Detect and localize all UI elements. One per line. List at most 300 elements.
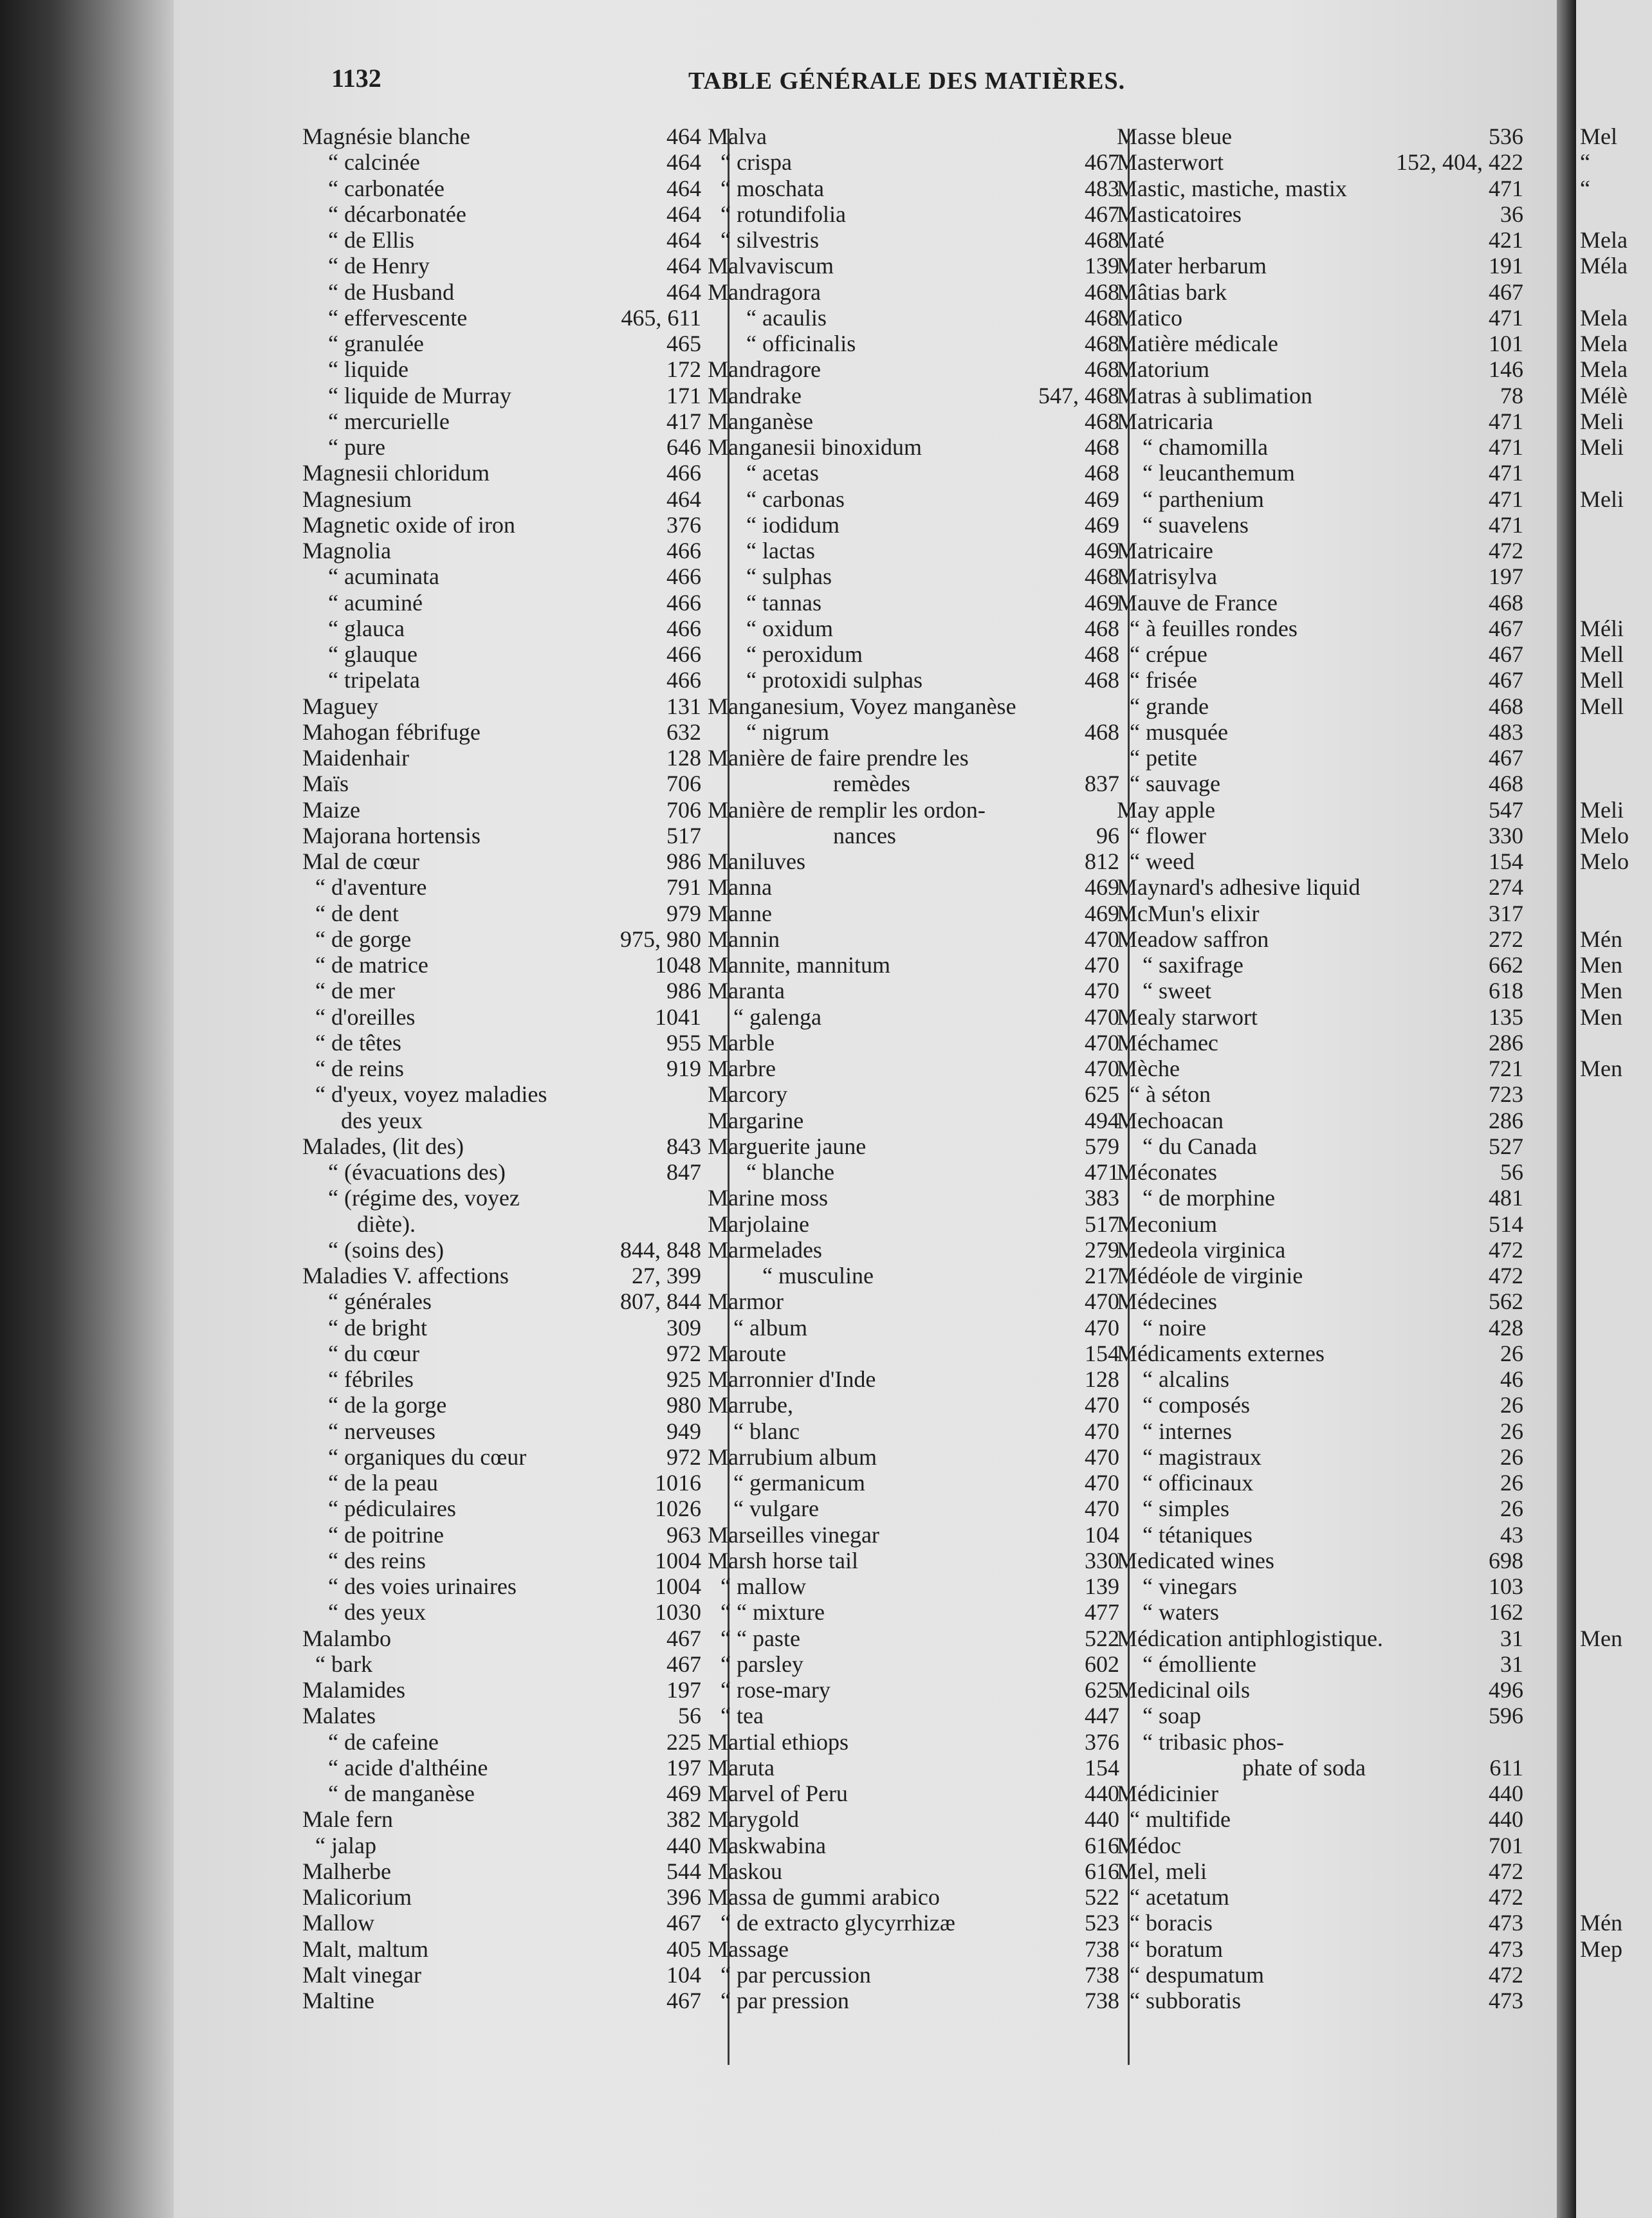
entry-term: “ waters	[1143, 1599, 1219, 1626]
entry-page-ref: 468	[1085, 408, 1119, 434]
entry-term: Mandragore	[708, 356, 821, 383]
entry-term: “ alcalins	[1143, 1366, 1229, 1392]
entry-page-ref: 139	[1085, 253, 1119, 279]
index-entry	[708, 1884, 1119, 1910]
entry-page-ref: 471	[1489, 511, 1523, 538]
index-entry	[708, 1263, 1119, 1288]
next-page-fragment: Mell	[1580, 693, 1624, 719]
entry-page-ref: 197	[666, 1677, 701, 1703]
entry-page-ref: 466	[666, 615, 701, 641]
index-entry	[1117, 176, 1523, 201]
entry-page-ref: 469	[666, 1781, 701, 1806]
index-entry	[1117, 1185, 1523, 1211]
entry-term: “ rotundifolia	[720, 201, 846, 227]
index-entry	[302, 1781, 701, 1806]
entry-page-ref: 738	[1085, 1988, 1119, 2013]
entry-term: “ carbonatée	[328, 175, 445, 201]
entry-page-ref: 471	[1489, 304, 1523, 331]
index-entry	[302, 1806, 701, 1832]
index-entry	[708, 1573, 1119, 1599]
entry-page-ref: 470	[1085, 952, 1119, 978]
entry-page-ref: 470	[1085, 1056, 1119, 1081]
entry-page-ref: 286	[1489, 1029, 1523, 1056]
index-entry	[302, 1755, 701, 1781]
index-entry	[1117, 874, 1523, 900]
entry-term: “ flower	[1130, 822, 1206, 848]
entry-page-ref: 616	[1085, 1832, 1119, 1858]
entry-page-ref: 330	[1085, 1547, 1119, 1573]
entry-term: “ mallow	[720, 1573, 806, 1599]
index-entry	[302, 590, 701, 616]
entry-term: “ sulphas	[746, 564, 832, 590]
entry-page-ref: 483	[1489, 719, 1523, 745]
entry-page-ref: 843	[666, 1133, 701, 1159]
index-entry	[708, 1729, 1119, 1755]
entry-term: Meconium	[1117, 1211, 1217, 1237]
next-page-fragment: Men	[1580, 1004, 1622, 1030]
entry-term: “ d'oreilles	[315, 1004, 416, 1030]
entry-term: “ simples	[1143, 1496, 1229, 1522]
entry-page-ref: 837	[1085, 771, 1119, 797]
entry-page-ref: 483	[1085, 175, 1119, 201]
index-entry	[302, 719, 701, 745]
index-entry	[708, 1858, 1119, 1884]
entry-page-ref: 286	[1489, 1107, 1523, 1133]
entry-term: “ pure	[328, 434, 385, 460]
entry-page-ref: 440	[1489, 1781, 1523, 1806]
index-entry	[708, 1988, 1119, 2013]
entry-term: Matrisylva	[1117, 564, 1217, 590]
index-entry	[708, 1444, 1119, 1470]
entry-term: “ suavelens	[1143, 511, 1249, 538]
index-entry	[302, 1962, 701, 1988]
index-entry	[302, 1936, 701, 1962]
entry-term: “ album	[733, 1314, 807, 1341]
entry-page-ref: 465	[666, 331, 701, 356]
entry-term: “ rose-mary	[720, 1677, 831, 1703]
index-entry	[708, 1962, 1119, 1988]
entry-term: “ vinegars	[1143, 1573, 1237, 1599]
next-page-fragment: Melo	[1580, 822, 1629, 848]
index-entry	[708, 1910, 1119, 1936]
entry-page-ref: 464	[666, 227, 701, 253]
entry-term: Marmor	[708, 1288, 784, 1315]
entry-page-ref: 43	[1500, 1521, 1523, 1548]
next-page-fragment: Mela	[1580, 356, 1628, 383]
entry-page-ref: 468	[1489, 771, 1523, 797]
next-page-fragment: Meli	[1580, 486, 1624, 512]
index-entry	[1117, 926, 1523, 952]
entry-page-ref: 468	[1085, 615, 1119, 641]
index-entry	[708, 667, 1119, 693]
entry-page-ref: 467	[1489, 641, 1523, 667]
index-entry	[708, 1703, 1119, 1728]
index-entry	[302, 1470, 701, 1496]
index-entry	[1117, 486, 1523, 512]
entry-term: “ d'aventure	[315, 874, 427, 901]
entry-term: “ générales	[328, 1288, 432, 1315]
index-entry	[708, 616, 1119, 641]
entry-term: Malva	[708, 124, 767, 149]
entry-term: “ glauca	[328, 615, 405, 641]
entry-page-ref: 135	[1489, 1004, 1523, 1030]
entry-term: “ noire	[1143, 1314, 1206, 1341]
entry-page-ref: 472	[1489, 1263, 1523, 1288]
entry-page-ref: 447	[1085, 1703, 1119, 1729]
entry-page-ref: 481	[1489, 1185, 1523, 1211]
entry-term: “ galenga	[733, 1004, 821, 1030]
index-entry	[708, 1237, 1119, 1263]
entry-page-ref: 1016	[655, 1470, 701, 1496]
next-page-fragment: “	[1580, 175, 1590, 201]
entry-page-ref: 172	[666, 356, 701, 383]
entry-page-ref: 468	[1085, 279, 1119, 305]
entry-term: Manganesium, Voyez manganèse	[708, 693, 1016, 719]
entry-term: Marvel of Peru	[708, 1781, 848, 1806]
entry-term: Matricaria	[1117, 408, 1213, 434]
entry-page-ref: 473	[1489, 1910, 1523, 1936]
entry-term: “ de bright	[328, 1314, 427, 1341]
entry-term: Martial ethiops	[708, 1728, 849, 1755]
entry-page-ref: 471	[1489, 486, 1523, 512]
entry-page-ref: 579	[1085, 1133, 1119, 1159]
entry-page-ref: 467	[1085, 201, 1119, 227]
entry-term: Matière médicale	[1117, 331, 1278, 356]
index-entry	[1117, 1936, 1523, 1962]
entry-term: Malates	[302, 1703, 376, 1729]
entry-term: “ d'yeux, voyez maladies	[315, 1081, 547, 1108]
entry-page-ref: 417	[666, 408, 701, 434]
entry-page-ref: 467	[1489, 667, 1523, 693]
index-entry	[302, 512, 701, 538]
index-entry	[1117, 1599, 1523, 1625]
entry-page-ref: 467	[1489, 615, 1523, 641]
index-entry	[1117, 797, 1523, 823]
entry-page-ref: 473	[1489, 1988, 1523, 2013]
entry-term: Mastic, mastiche, mastix	[1117, 175, 1347, 201]
index-entry	[302, 1081, 701, 1107]
entry-page-ref: 464	[666, 486, 701, 512]
index-entry	[302, 1030, 701, 1056]
entry-page-ref: 440	[1085, 1781, 1119, 1806]
entry-term: “ de extracto glycyrrhizæ	[720, 1910, 955, 1936]
entry-term: “ chamomilla	[1143, 434, 1268, 460]
entry-term: “ tripelata	[328, 667, 420, 693]
entry-term: Maskou	[708, 1858, 782, 1884]
entry-term: Maidenhair	[302, 745, 409, 771]
index-entry	[1117, 590, 1523, 616]
index-entry	[708, 331, 1119, 356]
index-entry	[1117, 538, 1523, 564]
entry-page-ref: 274	[1489, 874, 1523, 901]
entry-term: “ de reins	[315, 1056, 404, 1081]
index-entry	[708, 305, 1119, 331]
index-entry	[1117, 1496, 1523, 1521]
index-entry	[1117, 1703, 1523, 1728]
entry-page-ref: 56	[1500, 1159, 1523, 1185]
entry-term: Magnolia	[302, 538, 391, 564]
next-page-fragment: Méli	[1580, 615, 1624, 641]
entry-term: Maniluves	[708, 848, 805, 874]
index-entry	[1117, 1470, 1523, 1496]
entry-term: “ carbonas	[746, 486, 845, 512]
index-entry	[302, 1056, 701, 1081]
entry-page-ref: 465, 611	[621, 304, 701, 331]
index-entry	[1117, 1133, 1523, 1159]
entry-page-ref: 464	[666, 124, 701, 149]
entry-page-ref: 162	[1489, 1599, 1523, 1626]
entry-term: “ lactas	[746, 538, 815, 564]
entry-term: “ “ mixture	[720, 1599, 825, 1626]
entry-term: “ de gorge	[315, 926, 412, 952]
index-entry	[708, 383, 1119, 408]
entry-term: Masticatoires	[1117, 201, 1242, 227]
entry-term: Magnesii chloridum	[302, 460, 490, 486]
index-entry	[708, 1341, 1119, 1366]
entry-page-ref: 104	[1085, 1521, 1119, 1548]
entry-page-ref: 721	[1489, 1056, 1523, 1081]
index-entry	[708, 356, 1119, 382]
entry-page-ref: 468	[1489, 589, 1523, 616]
index-entry	[1117, 1392, 1523, 1418]
entry-term: “ officinaux	[1143, 1470, 1254, 1496]
index-entry	[302, 1651, 701, 1677]
index-entry	[708, 1548, 1119, 1573]
entry-term: “ musquée	[1130, 719, 1228, 745]
entry-term: Méconates	[1117, 1159, 1217, 1185]
entry-term: “ acuminé	[328, 589, 423, 616]
index-entry	[302, 434, 701, 460]
index-entry	[302, 771, 701, 796]
entry-page-ref: 473	[1489, 1936, 1523, 1962]
index-entry	[302, 1185, 701, 1211]
entry-term: Mealy starwort	[1117, 1004, 1258, 1030]
index-entry	[708, 1366, 1119, 1392]
index-entry	[708, 1496, 1119, 1521]
entry-term: “ de manganèse	[328, 1781, 475, 1806]
page-number: 1132	[331, 64, 381, 93]
entry-term: “ par pression	[720, 1988, 849, 2013]
index-entry	[302, 1548, 701, 1573]
index-entry	[708, 279, 1119, 305]
entry-term: diète).	[357, 1211, 416, 1237]
entry-page-ref: 625	[1085, 1677, 1119, 1703]
entry-term: “ grande	[1130, 693, 1209, 719]
index-entry	[1117, 1677, 1523, 1703]
entry-term: “ germanicum	[733, 1470, 865, 1496]
entry-term: Matricaire	[1117, 538, 1213, 564]
entry-page-ref: 31	[1500, 1625, 1523, 1651]
entry-page-ref: 536	[1489, 124, 1523, 149]
entry-term: Malt, maltum	[302, 1936, 428, 1962]
index-entry	[302, 201, 701, 227]
entry-term: Mel, meli	[1117, 1858, 1207, 1884]
index-entry	[302, 1729, 701, 1755]
entry-term: Majorana hortensis	[302, 822, 481, 848]
entry-term: Medicinal oils	[1117, 1677, 1250, 1703]
index-entry	[708, 901, 1119, 926]
entry-term: Marrube,	[708, 1392, 793, 1418]
entry-page-ref: 421	[1489, 227, 1523, 253]
entry-page-ref: 171	[666, 382, 701, 408]
entry-page-ref: 464	[666, 201, 701, 227]
entry-page-ref: 317	[1489, 900, 1523, 926]
entry-term: Mâtias bark	[1117, 279, 1227, 305]
entry-page-ref: 26	[1500, 1418, 1523, 1444]
entry-page-ref: 611	[1489, 1754, 1523, 1781]
index-entry	[1117, 1962, 1523, 1988]
next-page-edge	[1576, 0, 1652, 2218]
entry-term: Mèche	[1117, 1056, 1180, 1081]
entry-page-ref: 646	[666, 434, 701, 460]
entry-term: “ fébriles	[328, 1366, 414, 1392]
entry-term: May apple	[1117, 796, 1215, 823]
entry-page-ref: 706	[666, 771, 701, 797]
index-entry	[708, 823, 1119, 848]
next-page-fragment: Men	[1580, 1625, 1622, 1651]
entry-term: Maladies V. affections	[302, 1263, 509, 1288]
index-entry	[302, 693, 701, 719]
entry-term: Manna	[708, 874, 772, 901]
next-page-fragment: Mela	[1580, 304, 1628, 331]
entry-page-ref: 225	[666, 1728, 701, 1755]
entry-term: “ de poitrine	[328, 1521, 444, 1548]
index-entry	[1117, 253, 1523, 279]
entry-term: “ de cafeine	[328, 1728, 439, 1755]
entry-page-ref: 440	[1085, 1806, 1119, 1833]
entry-term: “ par percussion	[720, 1961, 871, 1988]
index-entry	[302, 1392, 701, 1418]
index-entry	[708, 1056, 1119, 1081]
index-entry	[302, 1522, 701, 1548]
index-column-3	[1117, 124, 1523, 2013]
entry-term: “ acetas	[746, 460, 819, 486]
entry-page-ref: 706	[666, 796, 701, 823]
index-entry	[708, 253, 1119, 279]
entry-term: “ iodidum	[746, 511, 840, 538]
next-page-fragment: “	[1580, 149, 1590, 176]
entry-page-ref: 440	[666, 1832, 701, 1858]
entry-page-ref: 980	[666, 1392, 701, 1418]
entry-page-ref: 467	[666, 1988, 701, 2013]
entry-term: “ granulée	[328, 331, 424, 356]
index-entry	[302, 564, 701, 589]
index-entry	[1117, 1806, 1523, 1832]
entry-page-ref: 562	[1489, 1288, 1523, 1315]
entry-page-ref: 986	[666, 978, 701, 1004]
index-entry	[302, 279, 701, 305]
index-entry	[708, 1522, 1119, 1548]
index-entry	[302, 253, 701, 279]
entry-page-ref: 405	[666, 1936, 701, 1962]
index-entry	[1117, 149, 1523, 175]
entry-page-ref: 383	[1085, 1185, 1119, 1211]
entry-page-ref: 1041	[655, 1004, 701, 1030]
entry-page-ref: 470	[1085, 1288, 1119, 1315]
entry-page-ref: 949	[666, 1418, 701, 1444]
entry-term: “ émolliente	[1143, 1651, 1256, 1677]
index-entry	[1117, 901, 1523, 926]
index-entry	[1117, 641, 1523, 667]
next-page-fragment: Meli	[1580, 796, 1624, 823]
index-entry	[302, 1573, 701, 1599]
index-entry	[302, 1108, 701, 1133]
entry-term: Mandrake	[708, 382, 802, 408]
index-entry	[302, 848, 701, 874]
entry-term: “ subboratis	[1130, 1988, 1241, 2013]
next-page-fragment: Men	[1580, 1056, 1622, 1081]
entry-page-ref: 972	[666, 1340, 701, 1366]
index-entry	[302, 408, 701, 434]
index-entry	[302, 901, 701, 926]
index-entry	[1117, 1263, 1523, 1288]
entry-term: Méchamec	[1117, 1029, 1218, 1056]
entry-term: Mahogan fébrifuge	[302, 719, 481, 745]
entry-term: “ vulgare	[733, 1496, 819, 1522]
entry-term: “ soap	[1143, 1703, 1201, 1729]
index-entry	[1117, 356, 1523, 382]
index-entry	[302, 1341, 701, 1366]
running-title: TABLE GÉNÉRALE DES MATIÈRES.	[688, 68, 1126, 95]
entry-term: “ acide d'althéine	[328, 1754, 488, 1781]
entry-page-ref: 104	[666, 1961, 701, 1988]
entry-page-ref: 152, 404, 422	[1396, 149, 1523, 176]
index-entry	[708, 408, 1119, 434]
entry-term: “ organiques du cœur	[328, 1444, 527, 1470]
entry-page-ref: 468	[1489, 693, 1523, 719]
index-entry	[302, 1496, 701, 1521]
entry-term: “ bark	[315, 1651, 372, 1677]
entry-page-ref: 468	[1085, 641, 1119, 667]
entry-page-ref: 547, 468	[1038, 382, 1119, 408]
index-entry	[302, 616, 701, 641]
entry-page-ref: 471	[1489, 434, 1523, 460]
entry-term: “ despumatum	[1130, 1961, 1264, 1988]
entry-term: Mannin	[708, 926, 780, 952]
index-entry	[708, 1133, 1119, 1159]
index-entry	[1117, 1858, 1523, 1884]
entry-term: “ de dent	[315, 900, 399, 926]
entry-term: “ parthenium	[1143, 486, 1264, 512]
index-entry	[302, 1237, 701, 1263]
entry-term: Marygold	[708, 1806, 799, 1833]
entry-term: Marjolaine	[708, 1211, 809, 1237]
entry-term: Marcory	[708, 1081, 787, 1108]
index-entry	[1117, 1237, 1523, 1263]
index-entry	[1117, 1548, 1523, 1573]
entry-term: “ protoxidi sulphas	[746, 667, 922, 693]
index-entry	[1117, 952, 1523, 978]
index-entry	[1117, 1910, 1523, 1936]
index-entry	[302, 1910, 701, 1936]
index-entry	[708, 1004, 1119, 1030]
entry-term: Mater herbarum	[1117, 253, 1267, 279]
next-page-fragment: Mell	[1580, 667, 1624, 693]
index-entry	[708, 201, 1119, 227]
entry-term: “ nigrum	[746, 719, 829, 745]
entry-page-ref: 544	[666, 1858, 701, 1884]
index-entry	[302, 1858, 701, 1884]
entry-term: “ des reins	[328, 1547, 426, 1573]
entry-page-ref: 471	[1489, 175, 1523, 201]
entry-term: Marble	[708, 1029, 775, 1056]
entry-term: Médoc	[1117, 1832, 1181, 1858]
entry-term: “ peroxidum	[746, 641, 863, 667]
entry-term: Manière de remplir les ordon-	[708, 796, 986, 823]
entry-page-ref: 139	[1085, 1573, 1119, 1599]
entry-page-ref: 738	[1085, 1936, 1119, 1962]
index-entry	[302, 1884, 701, 1910]
